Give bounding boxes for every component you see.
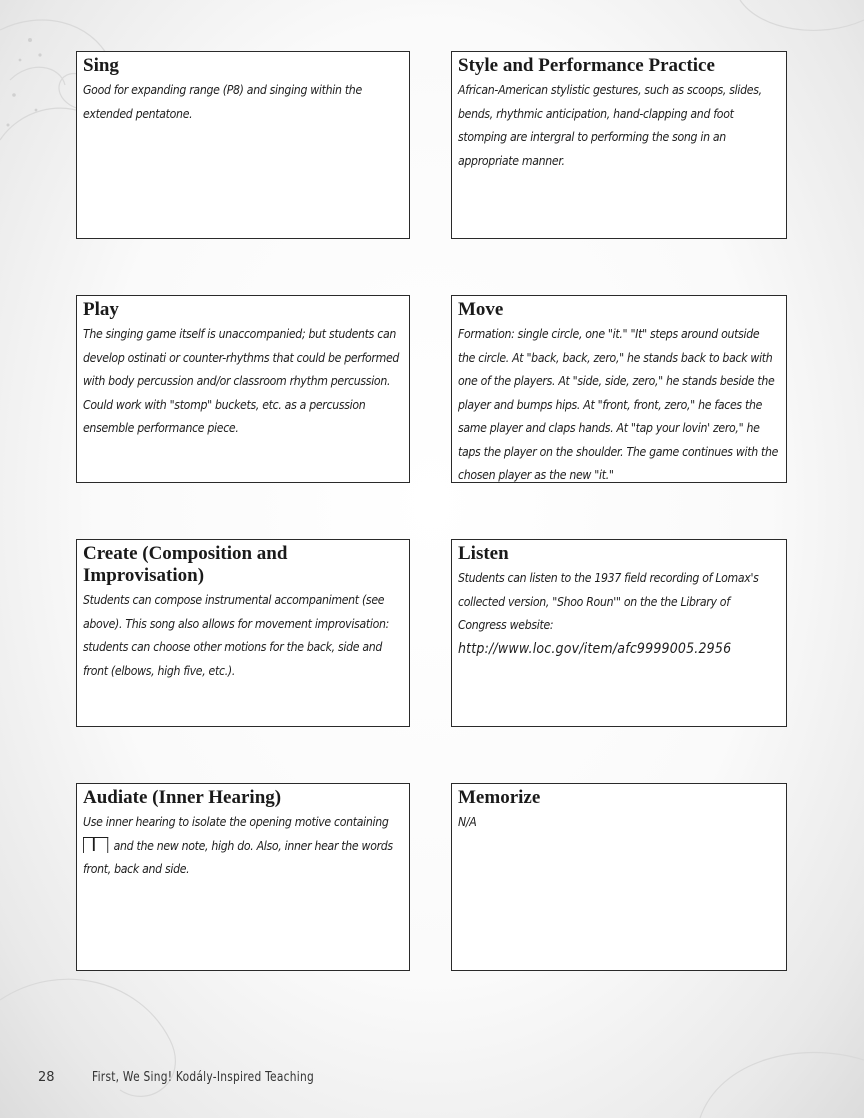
- card-text: Students can compose instrumental accompaniment (see above). This song also allows for movement improvisation: students can choose other motions for the back, side and front (elbows, high five, etc.).: [83, 593, 390, 678]
- library-of-congress-link[interactable]: http://www.loc.gov/item/afc9999005.2956: [458, 640, 732, 657]
- page-footer: [38, 1070, 363, 1085]
- card-title: Audiate (Inner Hearing): [83, 787, 282, 808]
- card-text-body: Students can listen to the 1937 field recording of Lomax's collected version, "Shoo Roun'" on the the Library of Congress website:: [458, 571, 759, 632]
- card-text: The singing game itself is unaccompanied; but students can develop ostinati or counter-rhythms that could be performed with body percussion and/or classroom rhythm percussion. Could work with "stomp" buckets, etc. as a percussion ensemble performance piece.: [83, 327, 400, 435]
- card-text: Formation: single circle, one "it." "It" steps around outside the circle. At "back, back, zero," he stands back to back with one of the players. At "side, side, zero," he stands beside the player and bumps hips. At "front, front, zero," he faces the same player and claps hands. At "tap your lovin' zero," he taps the player on the shoulder. The game continues with the chosen player as the new "it.": [458, 327, 779, 482]
- card-play: [76, 295, 410, 483]
- card-audiate: [76, 783, 410, 971]
- page-number: 28: [38, 1070, 55, 1085]
- card-title: Create (Composition and Improvisation): [83, 543, 288, 586]
- card-style-performance: [451, 51, 787, 239]
- card-sing: [76, 51, 410, 239]
- card-create: [76, 539, 410, 727]
- card-title: Listen: [458, 543, 509, 564]
- book-title: First, We Sing! Kodály-Inspired Teaching: [92, 1070, 314, 1085]
- card-title: Style and Performance Practice: [458, 55, 715, 76]
- card-memorize: [451, 783, 787, 971]
- card-title: Memorize: [458, 787, 541, 808]
- card-title: Play: [83, 299, 119, 320]
- card-text: N/A: [458, 815, 477, 829]
- card-text: Good for expanding range (P8) and singing within the extended pentatone.: [83, 83, 362, 121]
- card-move: [451, 295, 787, 483]
- card-text: African-American stylistic gestures, such as scoops, slides, bends, rhythmic anticipation, hand-clapping and foot stomping are intergral to performing the song in an appropriate manner.: [458, 83, 762, 168]
- card-text: [458, 567, 778, 661]
- card-text: [83, 811, 403, 882]
- card-text-before: Use inner hearing to isolate the opening motive containing: [83, 815, 389, 829]
- card-title: Sing: [83, 55, 119, 76]
- card-text-after: and the new note, high do. Also, inner hear the words front, back and side.: [83, 838, 393, 876]
- card-listen: [451, 539, 787, 727]
- card-title: Move: [458, 299, 504, 320]
- rhythm-notation-icon: [83, 837, 108, 853]
